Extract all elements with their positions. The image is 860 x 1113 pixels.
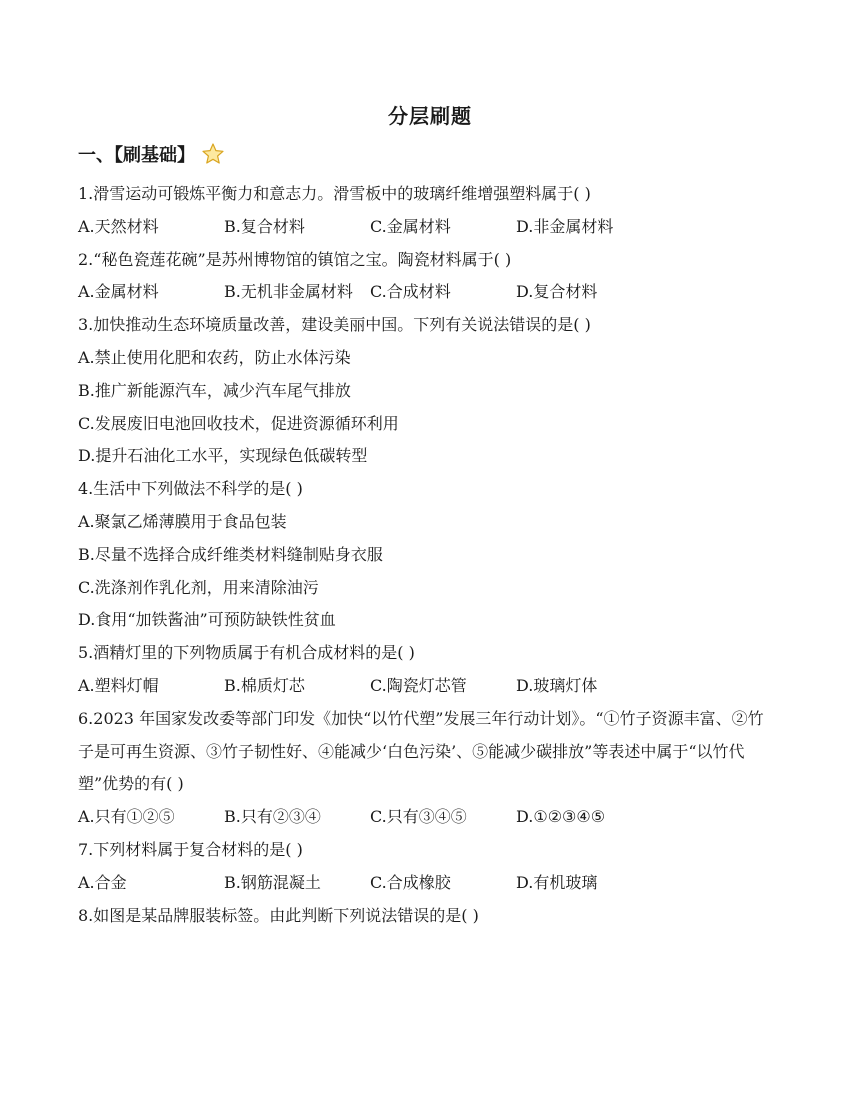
question-6 bbox=[78, 703, 798, 834]
option-b: B.钢筋混凝土 bbox=[224, 872, 321, 892]
options-row bbox=[78, 670, 798, 703]
option-d: D.①②③④⑤ bbox=[516, 807, 606, 827]
question-stem-line: 7.下列材料属于复合材料的是( ) bbox=[78, 839, 303, 859]
option-c: C.陶瓷灯芯管 bbox=[370, 675, 467, 695]
question-stem-line: 3.加快推动生态环境质量改善，建设美丽中国。下列有关说法错误的是( ) bbox=[78, 315, 591, 335]
question-stem-line: 子是可再生资源、③竹子韧性好、④能减少‘白色污染’、⑤能减少碳排放”等表述中属于“以竹代 bbox=[78, 741, 745, 761]
option-d: D.有机玻璃 bbox=[516, 872, 598, 892]
question-2 bbox=[78, 244, 798, 310]
question-3 bbox=[78, 309, 798, 473]
options-row bbox=[78, 276, 798, 309]
option-d: D.玻璃灯体 bbox=[516, 675, 598, 695]
options-row bbox=[78, 867, 798, 900]
option-b: B.只有②③④ bbox=[224, 807, 321, 827]
page-title: 分层刷题 bbox=[388, 104, 472, 128]
question-8 bbox=[78, 900, 798, 933]
question-stem-line: 6.2023 年国家发改委等部门印发《加快“以竹代塑”发展三年行动计划》。“①竹子资源丰富、②竹 bbox=[78, 708, 764, 728]
option-a: A.金属材料 bbox=[78, 282, 159, 302]
option-b: B.尽量不选择合成纤维类材料缝制贴身衣服 bbox=[78, 544, 383, 564]
option-d: D.复合材料 bbox=[516, 282, 598, 302]
option-d: D.食用“加铁酱油”可预防缺铁性贫血 bbox=[78, 610, 336, 630]
question-stem-line: 2.“秘色瓷莲花碗”是苏州博物馆的镇馆之宝。陶瓷材料属于( ) bbox=[78, 249, 512, 269]
option-c: C.合成材料 bbox=[370, 282, 451, 302]
question-stem-line: 4.生活中下列做法不科学的是( ) bbox=[78, 479, 303, 499]
option-b: B.棉质灯芯 bbox=[224, 675, 305, 695]
question-5 bbox=[78, 637, 798, 703]
option-a: A.禁止使用化肥和农药，防止水体污染 bbox=[78, 347, 351, 367]
option-a: A.天然材料 bbox=[78, 216, 159, 236]
option-b: B.无机非金属材料 bbox=[224, 282, 353, 302]
option-a: A.合金 bbox=[78, 872, 127, 892]
options-row bbox=[78, 801, 798, 834]
question-list bbox=[78, 178, 798, 932]
question-stem-line: 塑”优势的有( ) bbox=[78, 774, 184, 794]
option-b: B.推广新能源汽车，减少汽车尾气排放 bbox=[78, 380, 351, 400]
question-7 bbox=[78, 834, 798, 900]
option-a: A.只有①②⑤ bbox=[78, 807, 175, 827]
question-stem-line: 5.酒精灯里的下列物质属于有机合成材料的是( ) bbox=[78, 643, 415, 663]
star-icon bbox=[201, 142, 225, 166]
section-heading bbox=[78, 141, 225, 167]
option-c: C.洗涤剂作乳化剂，用来清除油污 bbox=[78, 577, 319, 597]
option-d: D.提升石油化工水平，实现绿色低碳转型 bbox=[78, 446, 368, 466]
option-c: C.金属材料 bbox=[370, 216, 451, 236]
options-row bbox=[78, 211, 798, 244]
question-4 bbox=[78, 473, 798, 637]
option-c: C.只有③④⑤ bbox=[370, 807, 467, 827]
option-d: D.非金属材料 bbox=[516, 216, 614, 236]
question-stem-line: 8.如图是某品牌服装标签。由此判断下列说法错误的是( ) bbox=[78, 905, 479, 925]
section-label: 一、【刷基础】 bbox=[78, 145, 195, 166]
option-c: C.发展废旧电池回收技术，促进资源循环利用 bbox=[78, 413, 399, 433]
option-c: C.合成橡胶 bbox=[370, 872, 451, 892]
question-stem-line: 1.滑雪运动可锻炼平衡力和意志力。滑雪板中的玻璃纤维增强塑料属于( ) bbox=[78, 184, 591, 203]
option-a: A.聚氯乙烯薄膜用于食品包装 bbox=[78, 511, 287, 531]
option-a: A.塑料灯帽 bbox=[78, 675, 159, 695]
question-1 bbox=[78, 178, 798, 244]
option-b: B.复合材料 bbox=[224, 216, 305, 236]
